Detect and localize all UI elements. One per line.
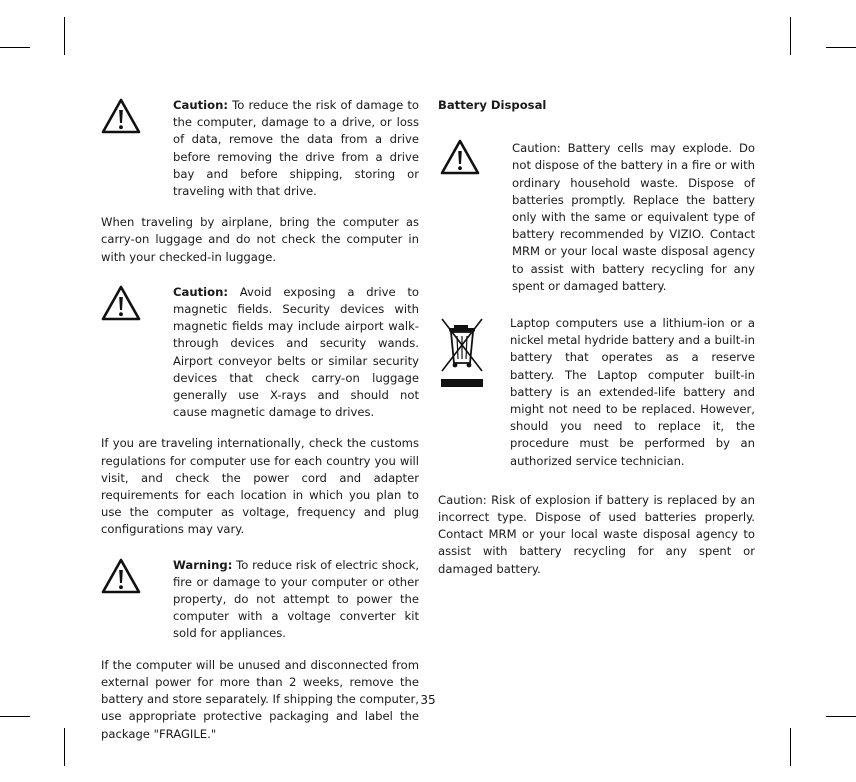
crop-mark xyxy=(790,728,791,766)
battery-caution-notice xyxy=(438,127,755,295)
caution-text xyxy=(173,284,419,422)
caution-body: To reduce the risk of damage to the computer, damage to a drive, or loss of data, remove the data from a drive before removing the drive from a drive bay and before shipping, storing or traveling with that drive. xyxy=(173,98,419,199)
warning-notice-shock xyxy=(101,557,419,643)
caution-text xyxy=(173,97,419,200)
warning-label: Warning: xyxy=(173,557,233,572)
left-column xyxy=(101,97,419,761)
crop-mark xyxy=(64,17,65,55)
paragraph-international: If you are traveling internationally, check the customs regulations for computer use for each country you will visit, and check the power cord and adapter requirements for each location in which you plan to use the computer as voltage, frequency and plug configurations may vary. xyxy=(101,436,419,537)
explosion-caution-text: Caution: Risk of explosion if battery is replaced by an incorrect type. Dispose of used batteries properly. Contact MRM or your local waste disposal agency to assist with battery recycling for any spent or damaged battery. xyxy=(438,492,755,576)
battery-caution-text: Caution: Battery cells may explode. Do not dispose of the battery in a fire or with ordinary household waste. Dispose of batteries promptly. Replace the battery only with the same or equivalent type of battery recommended by VIZIO. Contact MRM or your local waste disposal agency to assist with battery recycling for any spent or damaged battery. xyxy=(512,141,755,293)
warning-triangle-icon xyxy=(101,98,141,134)
crossed-out-wheelie-bin-icon xyxy=(438,317,486,393)
warning-triangle-icon xyxy=(101,285,141,321)
warning-body: To reduce risk of electric shock, fire or damage to your computer or other property, do not attempt to power the computer with a voltage converter kit sold for appliances. xyxy=(173,557,419,641)
caution-notice-drive-damage xyxy=(101,97,419,200)
paragraph-airplane: When traveling by airplane, bring the computer as carry-on luggage and do not check the computer in with your checked-in luggage. xyxy=(101,215,419,264)
warning-triangle-icon xyxy=(101,558,141,594)
caution-body: Avoid exposing a drive to magnetic fields. Security devices with magnetic fields may include airport walk-through devices and security wands. Airport conveyor belts or similar security devices that check carry-on luggage generally use X-rays and should not cause magnetic damage to drives. xyxy=(173,284,420,420)
crop-mark xyxy=(0,716,30,717)
warning-text xyxy=(173,557,419,643)
crop-mark xyxy=(826,47,856,48)
caution-label: Caution: xyxy=(173,98,228,112)
caution-notice-magnetic xyxy=(101,284,419,422)
battery-info-text: Laptop computers use a lithium-ion or a nickel metal hydride battery and a built-in battery that operates as a reserve battery. The Laptop computer built-in battery is an extended-life battery and might not need to be replaced. However, should you need to replace it, the procedure must be performed by an authorized service technician. xyxy=(510,316,755,468)
crop-mark xyxy=(826,716,856,717)
page-number: 35 xyxy=(420,693,436,707)
caution-label: Caution: xyxy=(173,284,228,299)
crop-mark xyxy=(64,728,65,766)
crop-mark xyxy=(790,17,791,55)
crop-mark xyxy=(0,47,30,48)
battery-info-notice xyxy=(438,315,755,470)
warning-triangle-icon xyxy=(440,139,480,175)
right-column xyxy=(438,97,755,596)
paragraph-unused: If the computer will be unused and disconnected from external power for more than 2 weeks, remove the battery and store separately. If shipping the computer, use appropriate protective packaging and label the package "FRAGILE." xyxy=(101,657,419,741)
section-heading-battery-disposal: Battery Disposal xyxy=(438,98,547,112)
